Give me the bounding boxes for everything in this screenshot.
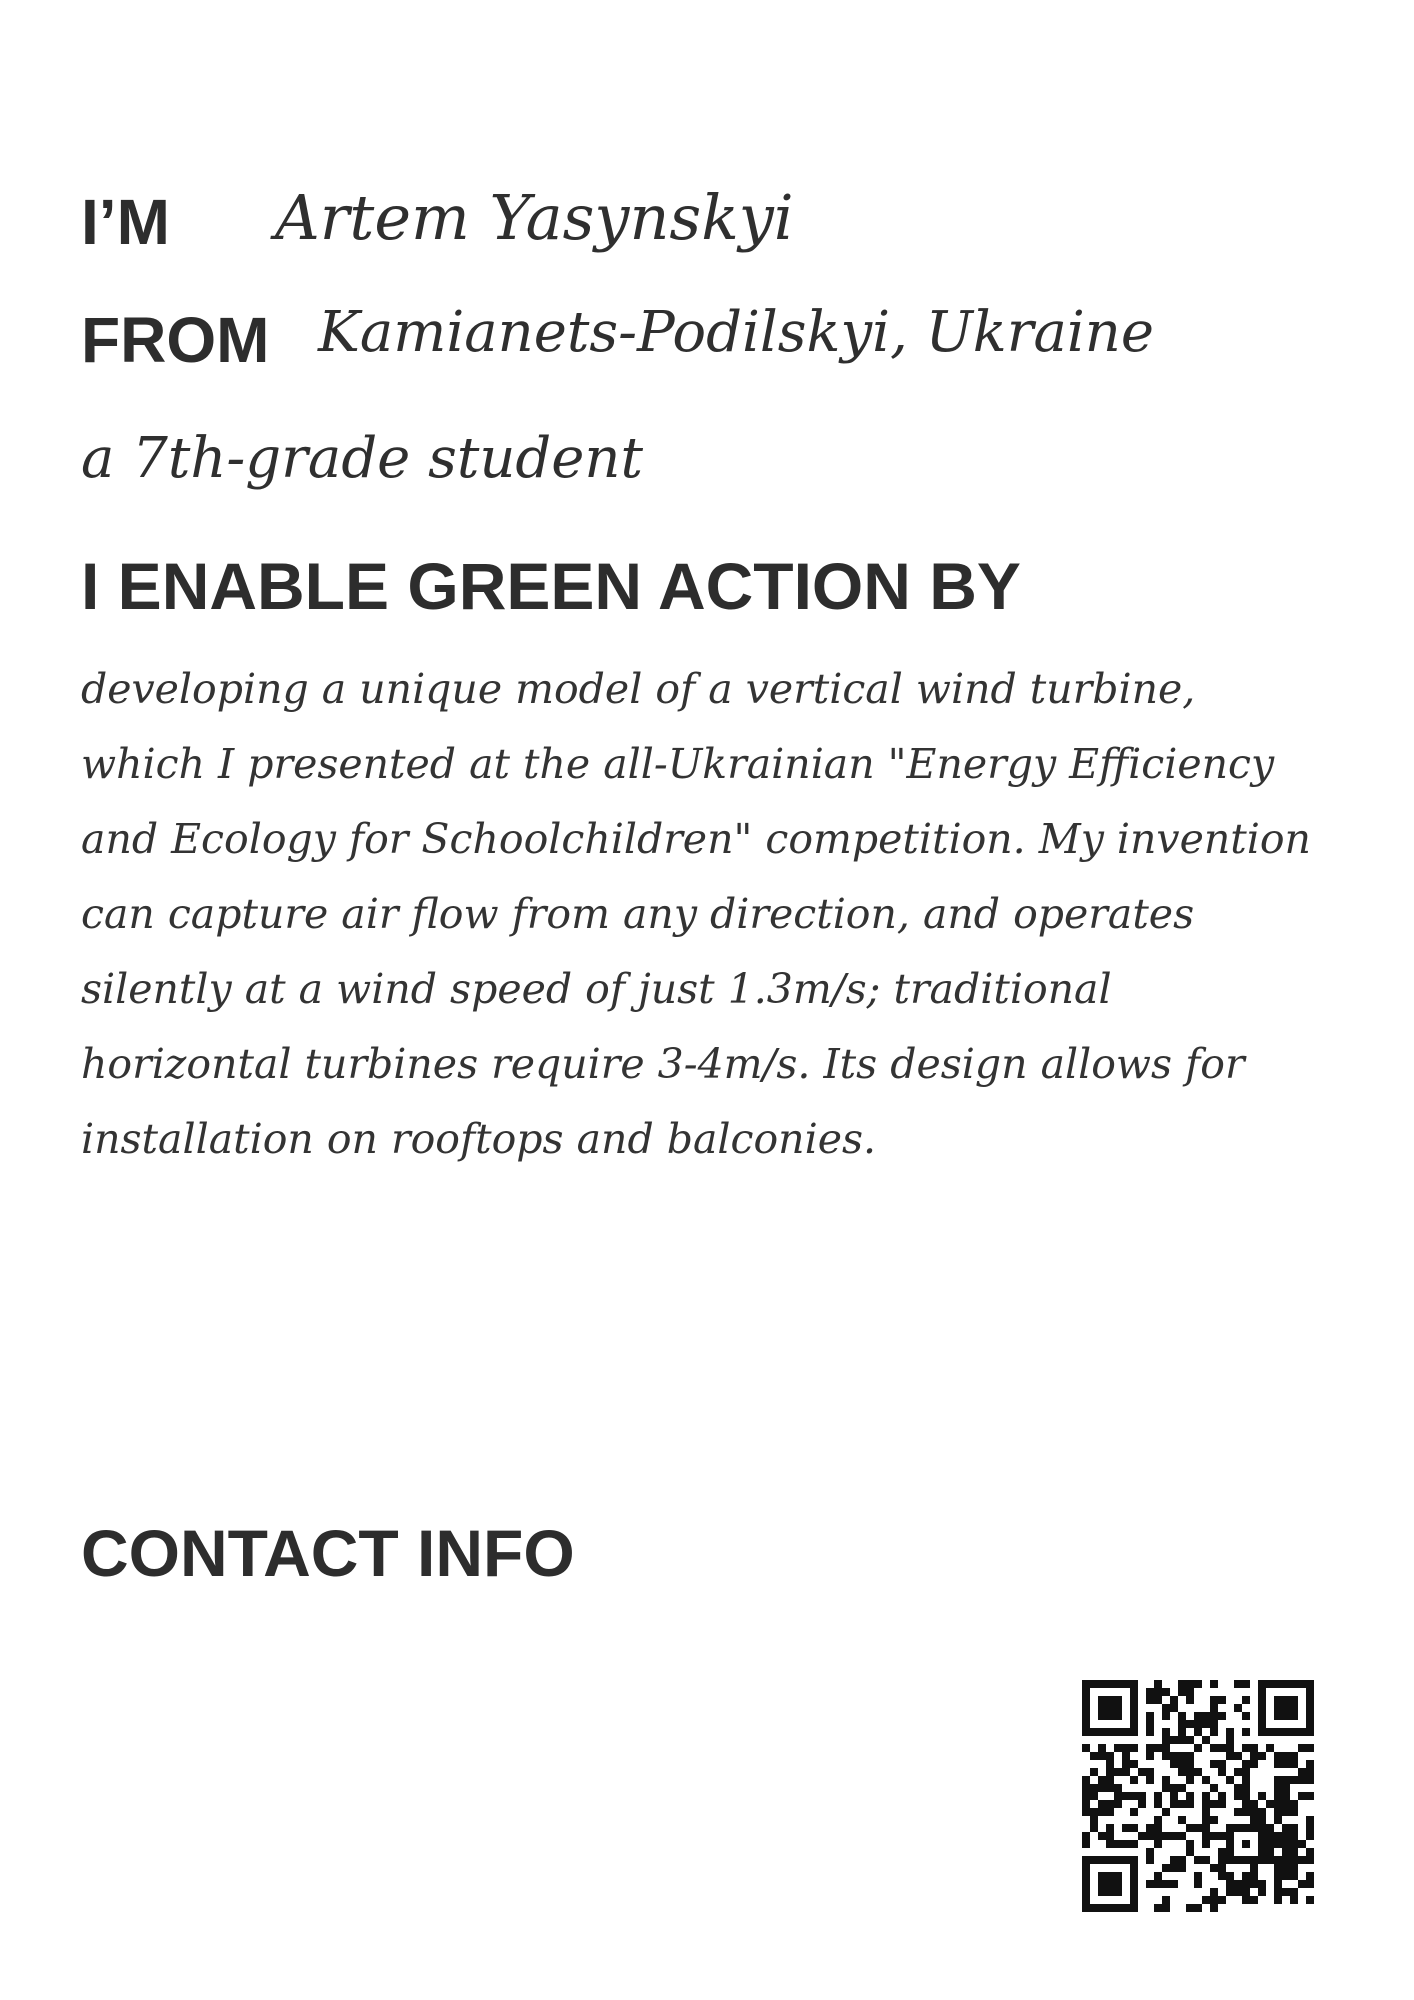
qr-code-icon[interactable] <box>1082 1680 1314 1912</box>
green-action-description: developing a unique model of a vertical wind turbine, which I presented at the all-Ukrainian "Energy Efficiency and Ecology for Schoolchildren" competition. My invention can capture air flow from any direction, and operates silently at a wind speed of just 1.3m/s; traditional horizontal turbines require 3-4m/s. Its design allows for installation on rooftops and balconies. <box>81 665 1311 1163</box>
im-label: I’M <box>81 186 170 258</box>
contact-info-heading: CONTACT INFO <box>81 1516 575 1590</box>
grade-text: a 7th-grade student <box>81 426 643 491</box>
qr-code-graphic <box>1082 1680 1314 1912</box>
green-action-heading: I ENABLE GREEN ACTION BY <box>81 549 1021 623</box>
person-name: Artem Yasynskyi <box>275 181 794 254</box>
location-value: Kamianets-Podilskyi, Ukraine <box>318 300 1155 365</box>
from-label: FROM <box>81 304 270 376</box>
